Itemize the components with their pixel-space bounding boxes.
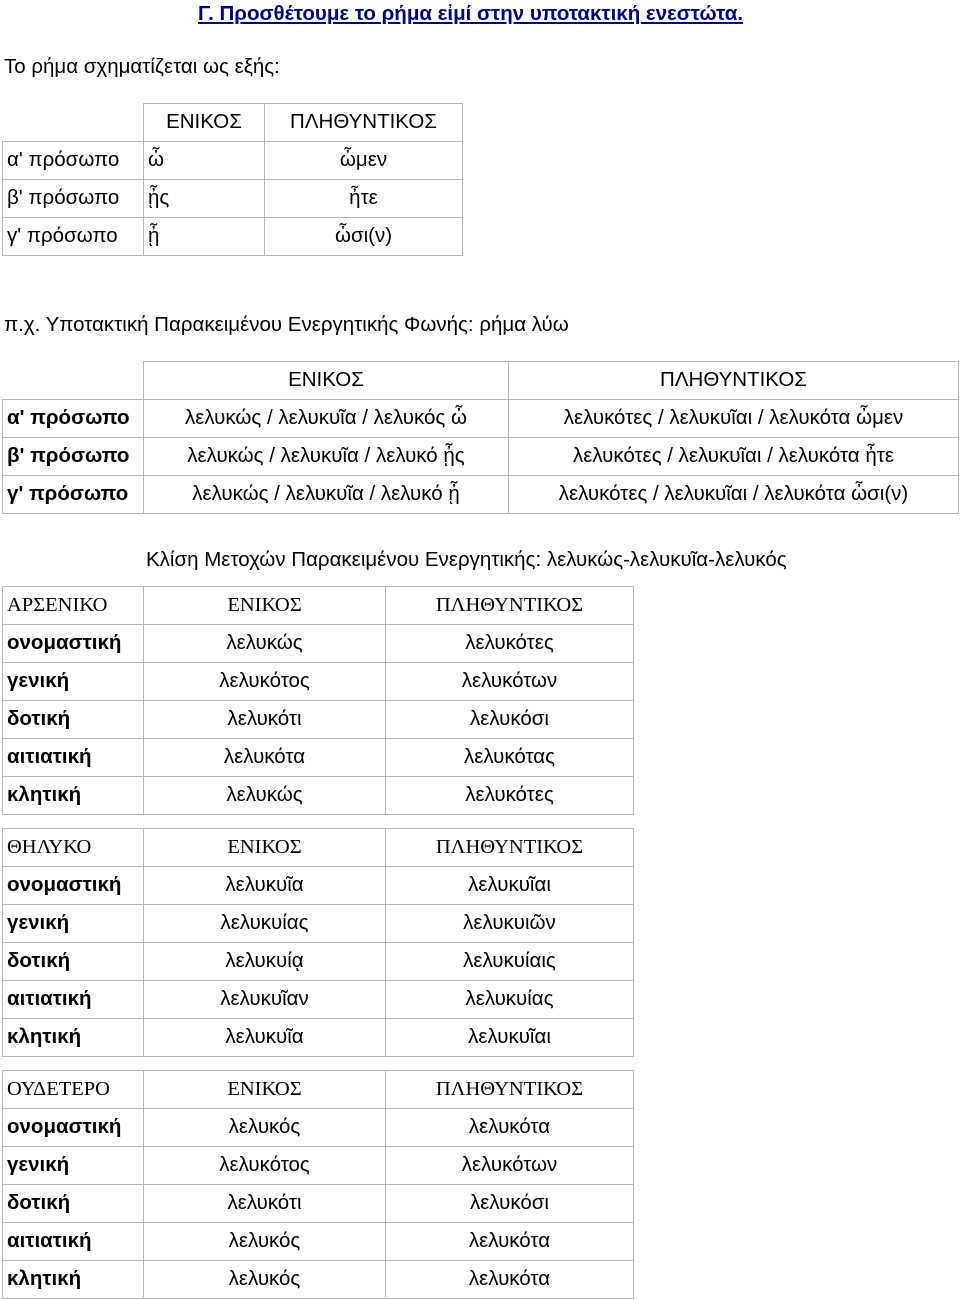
singular-form: λελυκυίας [144,905,386,943]
table-row [3,943,634,981]
case-label: κλητική [3,1019,144,1057]
plural-form: ὦσι(ν) [265,218,463,256]
plural-form: ὦμεν [265,142,463,180]
case-label: γενική [3,905,144,943]
singular-form: ᾖ [144,218,265,256]
gender-header: ΟΥΔΕΤΕΡΟ [3,1071,144,1109]
table-row [3,218,463,256]
singular-form: λελυκότι [144,1185,386,1223]
table-row [3,739,634,777]
singular-form: λελυκυῖαν [144,981,386,1019]
case-label: αιτιατική [3,981,144,1019]
table-row [3,1185,634,1223]
singular-form: λελυκυῖα [144,1019,386,1057]
table-row [3,777,634,815]
section-heading: Γ. Προσθέτουμε το ρήμα εἰμί στην υποτακτική ενεστώτα. [198,2,744,25]
neuter-declension-table [2,1070,634,1299]
empty-cell [3,362,144,400]
singular-form: λελυκός [144,1261,386,1299]
header-singular: ΕΝΙΚΟΣ [144,104,265,142]
plural-form: λελυκυῖαι [386,1019,634,1057]
singular-form: λελυκυίᾳ [144,943,386,981]
singular-form: λελυκώς / λελυκυῖα / λελυκός ὦ [144,400,509,438]
plural-form: λελυκυίαις [386,943,634,981]
feminine-declension-table [2,828,634,1057]
masculine-declension-table [2,586,634,815]
singular-form: λελυκότος [144,1147,386,1185]
empty-cell [3,104,144,142]
plural-form: λελυκυιῶν [386,905,634,943]
table-header-row [3,362,959,400]
plural-form: λελυκότα [386,1261,634,1299]
singular-form: λελυκώς [144,625,386,663]
plural-form: λελυκότες / λελυκυῖαι / λελυκότα ὦμεν [509,400,959,438]
table-row [3,981,634,1019]
plural-form: λελυκότας [386,739,634,777]
header-singular: ΕΝΙΚΟΣ [144,587,386,625]
table-header-row [3,104,463,142]
person-label: γ' πρόσωπο [3,218,144,256]
plural-form: λελυκότες / λελυκυῖαι / λελυκότα ἦτε [509,438,959,476]
perfect-subjunctive-table [2,361,959,514]
table-row [3,867,634,905]
gender-header: ΑΡΣΕΝΙΚΟ [3,587,144,625]
case-label: κλητική [3,1261,144,1299]
case-label: δοτική [3,943,144,981]
table-row [3,1019,634,1057]
plural-form: λελυκυίας [386,981,634,1019]
header-singular: ΕΝΙΚΟΣ [144,1071,386,1109]
case-label: αιτιατική [3,739,144,777]
table-row [3,476,959,514]
table-row [3,1223,634,1261]
table-header-row [3,587,634,625]
table-header-row [3,1071,634,1109]
case-label: ονομαστική [3,1109,144,1147]
table-row [3,142,463,180]
plural-form: λελυκότες [386,777,634,815]
header-plural: ΠΛΗΘΥΝΤΙΚΟΣ [265,104,463,142]
table-row [3,438,959,476]
table-row [3,663,634,701]
case-label: κλητική [3,777,144,815]
case-label: αιτιατική [3,1223,144,1261]
table-row [3,1109,634,1147]
singular-form: λελυκότος [144,663,386,701]
header-singular: ΕΝΙΚΟΣ [144,829,386,867]
case-label: δοτική [3,1185,144,1223]
participle-title: Κλίση Μετοχών Παρακειμένου Ενεργητικής: λελυκώς-λελυκυῖα-λελυκός [146,548,787,571]
plural-form: λελυκυῖαι [386,867,634,905]
person-label: β' πρόσωπο [3,438,144,476]
person-label: β' πρόσωπο [3,180,144,218]
header-plural: ΠΛΗΘΥΝΤΙΚΟΣ [386,1071,634,1109]
table-row [3,905,634,943]
singular-form: λελυκώς / λελυκυῖα / λελυκό ᾖ [144,476,509,514]
plural-form: ἦτε [265,180,463,218]
table-row [3,400,959,438]
plural-form: λελυκότων [386,1147,634,1185]
plural-form: λελυκότες [386,625,634,663]
person-label: γ' πρόσωπο [3,476,144,514]
plural-form: λελυκότα [386,1109,634,1147]
singular-form: λελυκός [144,1223,386,1261]
singular-form: λελυκώς / λελυκυῖα / λελυκό ᾖς [144,438,509,476]
plural-form: λελυκότες / λελυκυῖαι / λελυκότα ὦσι(ν) [509,476,959,514]
table-row [3,180,463,218]
example-line: π.χ. Υποτακτική Παρακειμένου Ενεργητικής Φωνής: ρήμα λύω [4,313,569,336]
singular-form: λελυκυῖα [144,867,386,905]
header-singular: ΕΝΙΚΟΣ [144,362,509,400]
header-plural: ΠΛΗΘΥΝΤΙΚΟΣ [386,587,634,625]
header-plural: ΠΛΗΘΥΝΤΙΚΟΣ [386,829,634,867]
plural-form: λελυκόσι [386,701,634,739]
eimi-table [2,103,463,256]
gender-header: ΘΗΛΥΚΟ [3,829,144,867]
table-row [3,1147,634,1185]
singular-form: ὦ [144,142,265,180]
table-row [3,701,634,739]
singular-form: ᾖς [144,180,265,218]
table-header-row [3,829,634,867]
case-label: γενική [3,663,144,701]
intro-text: Το ρήμα σχηματίζεται ως εξής: [4,55,280,78]
table-row [3,625,634,663]
case-label: ονομαστική [3,625,144,663]
header-plural: ΠΛΗΘΥΝΤΙΚΟΣ [509,362,959,400]
case-label: γενική [3,1147,144,1185]
table-row [3,1261,634,1299]
plural-form: λελυκότα [386,1223,634,1261]
case-label: δοτική [3,701,144,739]
plural-form: λελυκόσι [386,1185,634,1223]
singular-form: λελυκώς [144,777,386,815]
plural-form: λελυκότων [386,663,634,701]
person-label: α' πρόσωπο [3,400,144,438]
case-label: ονομαστική [3,867,144,905]
singular-form: λελυκότι [144,701,386,739]
singular-form: λελυκός [144,1109,386,1147]
singular-form: λελυκότα [144,739,386,777]
person-label: α' πρόσωπο [3,142,144,180]
